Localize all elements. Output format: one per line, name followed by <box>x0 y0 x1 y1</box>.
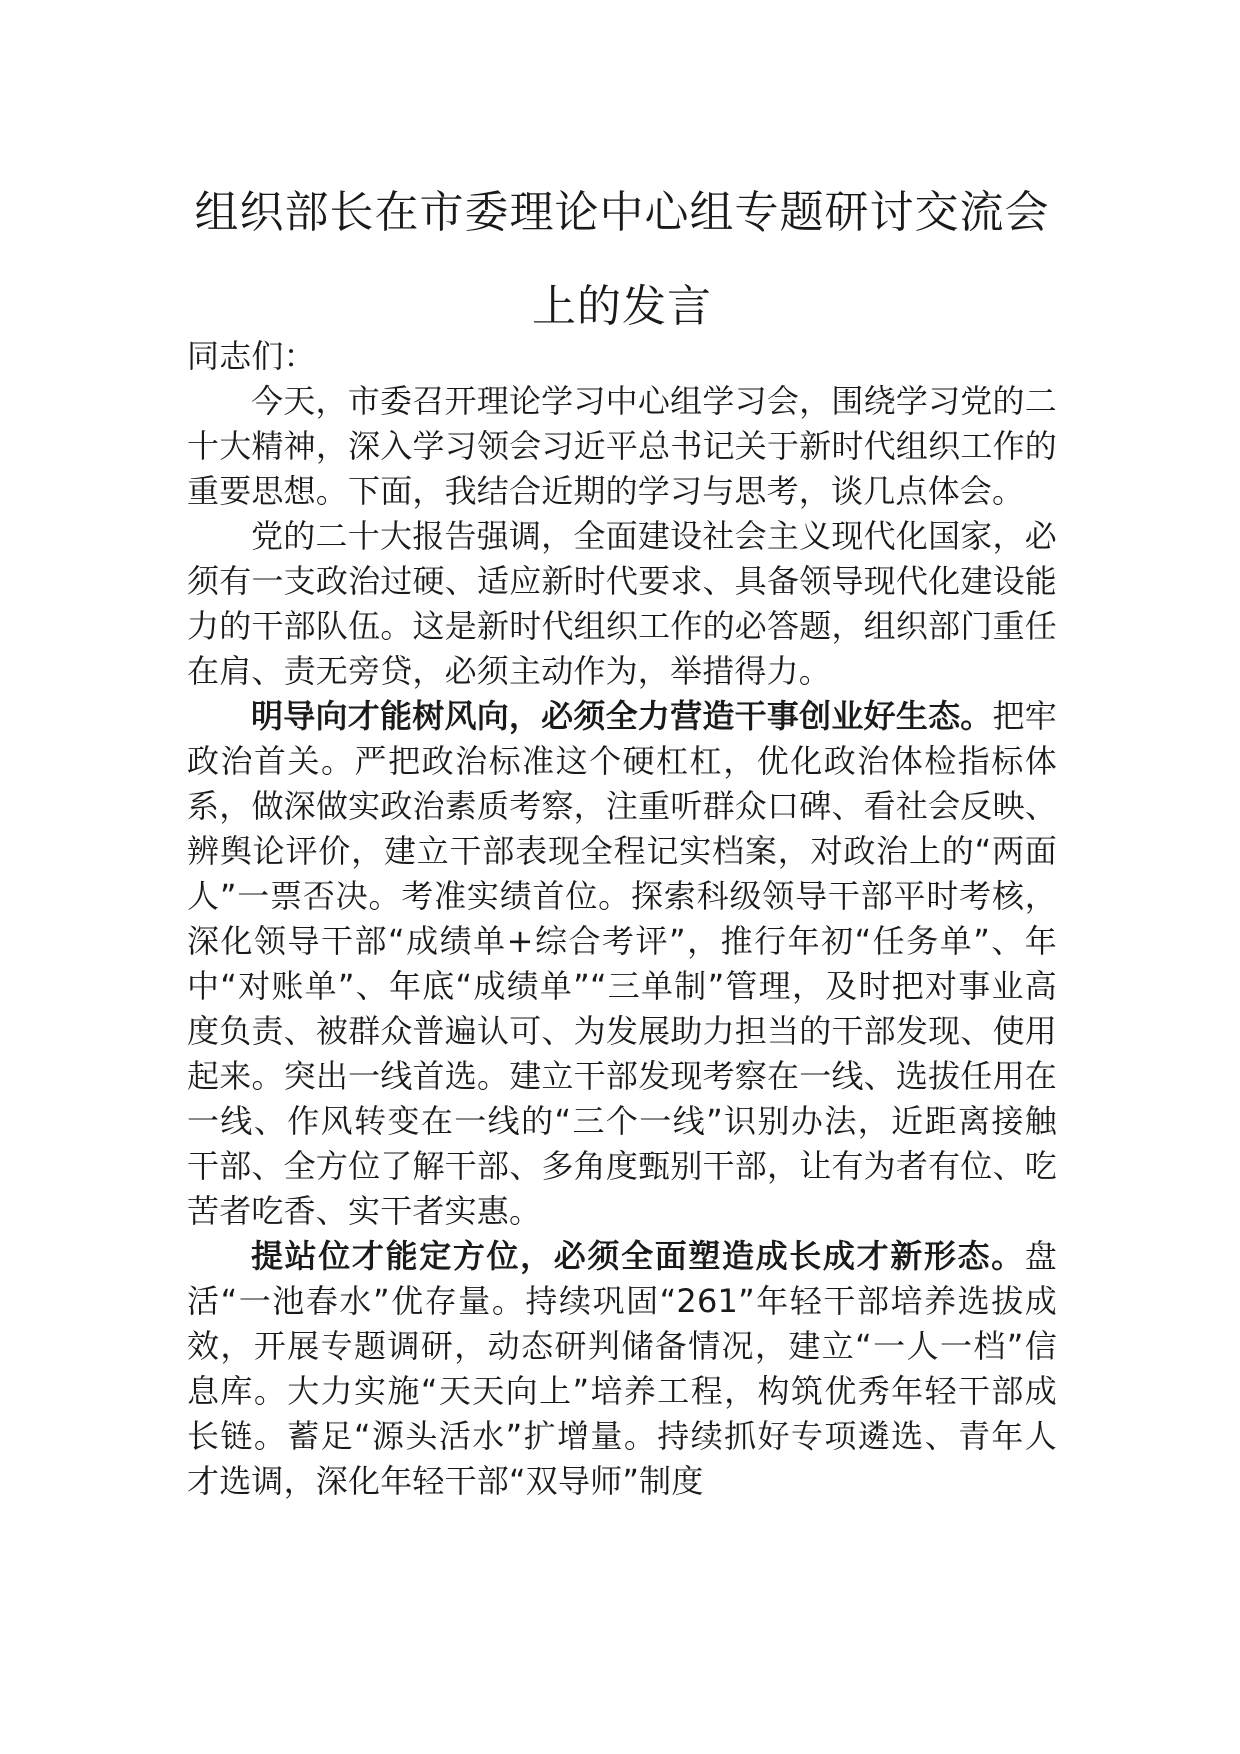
paragraph-point-two <box>187 1234 1057 1504</box>
paragraph-intro <box>187 379 1057 514</box>
paragraph-background <box>187 514 1057 694</box>
document-body <box>187 334 1057 1504</box>
paragraph-text: 今天，市委召开理论学习中心组学习会，围绕学习党的二十大精神，深入学习领会习近平总书记关于新时代组织工作的重要思想。下面，我结合近期的学习与思考，谈几点体会。 <box>187 382 1057 510</box>
document-page <box>187 0 1057 1754</box>
paragraph-lead: 提站位才能定方位，必须全面塑造成长成才新形态。 <box>251 1237 1025 1275</box>
paragraph-text: 把牢政治首关。严把政治标准这个硬杠杠，优化政治体检指标体系，做深做实政治素质考察，注重听群众口碑、看社会反映、辨舆论评价，建立干部表现全程记实档案，对政治上的“两面人”一票否决。考准实绩首位。探索科级领导干部平时考核，深化领导干部“成绩单+综合考评”，推行年初“任务单”、年中“对账单”、年底“成绩单”“三单制”管理，及时把对事业高度负责、被群众普遍认可、为发展助力担当的干部发现、使用起来。突出一线首选。建立干部发现考察在一线、选拔任用在一线、作风转变在一线的“三个一线”识别办法，近距离接触干部、全方位了解干部、多角度甄别干部，让有为者有位、吃苦者吃香、实干者实惠。 <box>187 697 1057 1230</box>
document-title: 组织部长在市委理论中心组专题研讨交流会上的发言 <box>194 187 1050 332</box>
paragraph-point-one <box>187 694 1057 1234</box>
paragraph-lead: 明导向才能树风向，必须全力营造干事创业好生态。 <box>251 697 993 735</box>
paragraph-text: 盘活“一池春水”优存量。持续巩固“261”年轻干部培养选拔成效，开展专题调研，动态研判储备情况，建立“一人一档”信息库。大力实施“天天向上”培养工程，构筑优秀年轻干部成长链。蓄足“源头活水”扩增量。持续抓好专项遴选、青年人才选调，深化年轻干部“双导师”制度 <box>187 1237 1057 1500</box>
paragraph-text: 党的二十大报告强调，全面建设社会主义现代化国家，必须有一支政治过硬、适应新时代要求、具备领导现代化建设能力的干部队伍。这是新时代组织工作的必答题，组织部门重任在肩、责无旁贷，必须主动作为，举措得力。 <box>187 517 1057 690</box>
salutation: 同志们： <box>187 337 316 375</box>
